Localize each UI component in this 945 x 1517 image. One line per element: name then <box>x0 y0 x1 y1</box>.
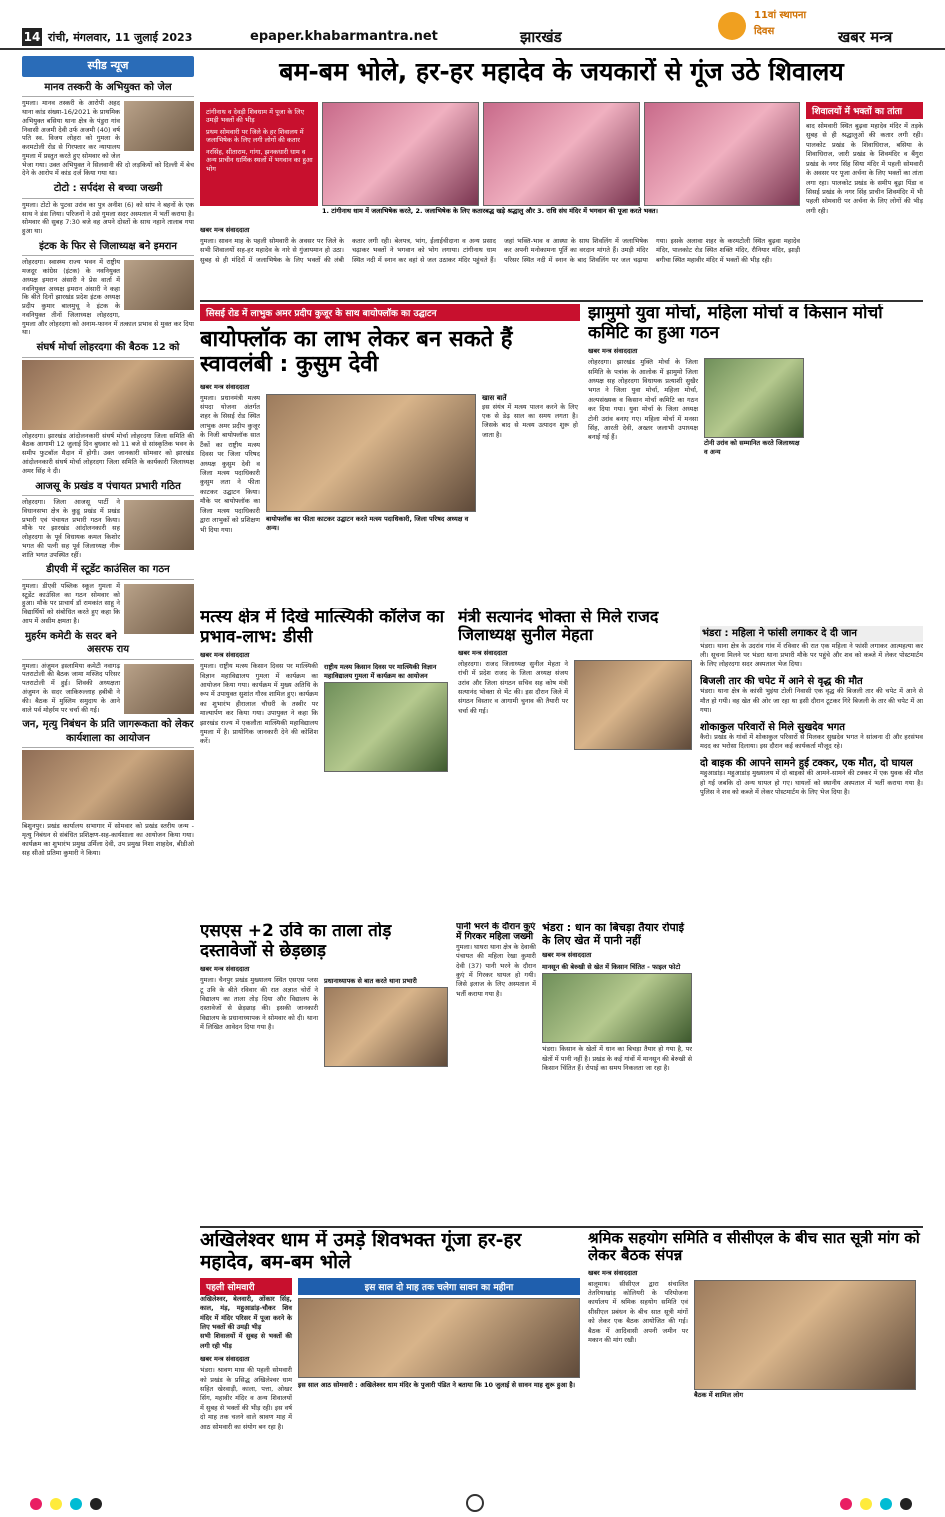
color-registration-dot <box>50 1498 62 1510</box>
lead-photo-caption: 1. टांगीनाथ धाम में जलाभिषेक करते, 2. जलाभिषेक के लिए कतारबद्ध खड़े श्रद्धालु और 3. राधि संघ मंदिर में भगवान की पूजा करते भक्त। <box>322 207 658 215</box>
shramik-photo <box>694 1280 916 1390</box>
akhileshwar-photo-caption: इस साल आठ सोमवारी : अखिलेश्वर धाम मंदिर के पुजारी पंडित ने बताया कि 10 जुलाई से सावन माह शुरू हुआ है। <box>298 1380 576 1389</box>
color-registration-dot <box>30 1498 42 1510</box>
story-photo <box>124 260 194 310</box>
shramik-headline: श्रमिक सहयोग समिति व सीसीएल के बीच सात सूत्री मांग को लेकर बैठक संपन्न <box>588 1230 920 1265</box>
bhandra-text: भंडरा। थाना क्षेत्र के उदरांव गांव में रविवार की रात एक महिला ने फांसी लगाकर आत्महत्या कर ली। सूचना मिलने पर भंडरा थाना प्रभारी मौके पर पहुंचे और शव को कब्जे में लेकर पोस्टमार्टम के लिए लोहरदगा सदर अस्पताल भेज दिया। <box>700 641 923 669</box>
akhileshwar-headline: अखिलेश्वर धाम में उमड़े शिवभक्त गूंजा हर-हर महादेव, बम-बम भोले <box>200 1230 522 1273</box>
story-photo <box>124 500 194 550</box>
dhan-headline: भंडरा : धान का बिचड़ा तैयार रोपाई के लिए खेत में पानी नहीं <box>542 922 685 947</box>
shramik-story <box>588 1230 923 1481</box>
lead-photo-3 <box>644 102 800 206</box>
ssplus-photo <box>324 987 448 1067</box>
bioflock-photo <box>266 394 476 512</box>
color-registration-dot <box>840 1498 852 1510</box>
left-headline-8: जन, मृत्यु निबंधन के प्रति जागरूकता को लेकर कार्यशाला का आयोजन <box>22 718 194 748</box>
ssplus-photo-caption: प्रधानाध्यापक से बात करते थाना प्रभारी <box>324 977 417 986</box>
left-story-4: लोहरदगा। झारखंड आंदोलनकारी संघर्ष मोर्चा लोहरदगा जिला समिति की बैठक आगामी 12 जुलाई दिन बुधवार को 11 बजे से सांस्कृतिक भवन के समीप फुटबॉल मैदान में होगी। उक्त जानकारी सोमवार को झारखंड आंदोलनकारी संघर्ष मोर्चा लोहरदगा जिला समिति के कार्यकारी जिलाध्यक्ष अमर सिंह ने दी। <box>22 431 194 475</box>
anniversary-logo <box>718 6 828 46</box>
bioflock-story <box>200 304 580 594</box>
kuan-story <box>456 922 536 1212</box>
mantri-headline: मंत्री सत्यानंद भोक्ता से मिले राजद जिलाध्यक्ष सुनील मेहता <box>458 608 659 645</box>
bijli-title: बिजली तार की चपेट में आने से वृद्ध की मौत <box>700 675 863 687</box>
color-registration-dot <box>70 1498 82 1510</box>
jmm-body: लोहरदगा। झारखंड मुक्ति मोर्चा के जिला समिति के पत्रांक के आलोक में झामुमो जिला अध्यक्ष सह लोहरदगा विधायक प्रत्याशी सुखैर भगत ने जिला युवा मोर्चा, महिला मोर्चा, अल्पसंख्यक व किसान मोर्चा कमिटि का गठन कर दिया गया। युवा मोर्चा के जिला अध्यक्ष टोनी उरांव बनाए गए। महिला मोर्चा में मनसा सिंह, आरती देवी, अख्तर जलाभी उपाध्यक्ष बनाई गई हैं। <box>588 358 698 442</box>
bioflock-headline: बायोफ्लॉक का लाभ लेकर बन सकते हैं स्वावलंबी : कुसुम देवी <box>200 327 513 378</box>
bike-text: महुआडांड़। महुआडांड़ मुख्यालय में दो बाइकों की आमने-सामने की टक्कर में एक युवक की मौत हो गई जबकि दो अन्य घायल हो गए। घायलों को स्थानीय अस्पताल में भर्ती कराया गया है। पुलिस ने शव को कब्जे में लेकर पोस्टमार्टम के लिए भेज दिया है। <box>700 769 923 797</box>
akhileshwar-photo <box>298 1298 580 1378</box>
main-content <box>200 56 923 1481</box>
left-story-6: गुमला। डीएवी पब्लिक स्कूल गुमला में स्टूडेंट काउंसिल का गठन सोमवार को हुआ। मौके पर प्राचार्य डॉ रामकांत साहू ने विद्यार्थियों को संबोधित करते हुए कहा कि आप में असीम क्षमता है। <box>22 581 120 625</box>
anniversary-badge-icon <box>718 12 746 40</box>
mantri-photo <box>574 660 692 750</box>
lead-story <box>200 222 800 298</box>
color-registration-dot <box>860 1498 872 1510</box>
dhan-photo-caption: मानसून की बेरुखी से खेत में किसान चिंतित - फाइल फोटो <box>542 963 681 972</box>
lead-bullet: नरसिंह, सीताराम, गांगा, झनकधारी धाम व अन्य प्राचीन धार्मिक स्थलों में भगवान का हुआ भोग <box>206 147 313 173</box>
bioflock-byline: खबर मन्त्र संवाददाता <box>200 382 250 391</box>
matsya-body: गुमला। राष्ट्रीय मत्स्य किसान दिवस पर मात्स्यिकी विज्ञान महाविद्यालय गुमला में कार्यक्रम का आयोजन किया गया। कार्यक्रम में मुख्य अतिथि के रूप में उपायुक्त सुशांत गौरव शामिल हुए। कार्यक्रम का शुभारंभ हीरालाल चौधरी के तस्वीर पर माल्यार्पण कर किया गया। उपायुक्त ने कहा कि झारखंड राज्य में एकलौता मात्स्यिकी महाविद्यालय गुमला में है। प्रायोगिक जानकारी देने की कोशिश करें। <box>200 662 318 746</box>
left-story-1: गुमला। मानव तस्करी के आरोपी अहद थाना कांड संख्या-16/2021 के प्राथमिक अभियुक्त बसिया थाना क्षेत्र के पंडुरा गांव निवासी अजमी देवी उर्फ अजमी (40) वर्ष पति स्व. विजय लोहरा को गुमला के करमटोली रोड से गिरफ्तार कर न्यायालय गुमला में प्रस्तुत करते हुए सोमवार को जेल भेजा गया। उक्त अभियुक्त ने सिलवानी की दो लड़कियों को दिल्ली में बेच देने के आरोप में कांड दर्ज किया गया था। <box>22 99 194 178</box>
brand-name: खबर मन्त्र <box>838 28 893 46</box>
akhileshwar-band: पहली सोमवारी <box>200 1278 292 1295</box>
mantri-byline: खबर मन्त्र संवाददाता <box>458 648 508 657</box>
jmm-photo <box>704 358 804 438</box>
story-photo <box>124 101 194 151</box>
lead-body: गुमला। सावन माह के पहली सोमवारी के अवसर पर जिले के सभी शिवालयों सह-हर महादेव के नारे से गुंजायमान हो उठा। सुबह से ही मंदिरों में जलाभिषेक के लिए भक्तों की लंबी कतार लगी रही। बेलपत्र, भांग, ईलाईचीदाना व अन्य प्रसाद चढ़ाकर भक्तों ने भगवान को भोग लगाया। टांगीनाथ धाम स्थित नदी में स्नान कर वहां से जल उठाकर मंदिर पहुंचते हैं। जहां भक्ति-भाव व आस्था के साथ शिवलिंग में जलाभिषेक कर अपनी मनोकामना पूर्ति का वरदान मांगते हैं। उमड़ी मंदिर परिसर स्थित नदी में स्नान के बाद शिवलिंग पर जल चढ़ाया गया। इसके अलावा शहर के करमटोली स्थित बुढ़वा महादेव मंदिर, पालकोट रोड स्थित शक्ति मंदिर, रौनियार मंदिर, झाड़ी बगीचा स्थित महावीर मंदिर में भक्तों की भीड़ रही। <box>200 237 800 264</box>
mantri-story <box>458 608 696 908</box>
left-headline-2: टोटो : सर्पदंश से बच्चा जख्मी <box>22 182 194 199</box>
left-headline-4: संघर्ष मोर्चा लोहरदगा की बैठक 12 को <box>22 341 194 358</box>
matsya-headline: मत्स्य क्षेत्र में दिखे मात्स्यिकी कॉलेज का प्रभाव-लाभ: डीसी <box>200 608 445 647</box>
site-url[interactable]: epaper.khabarmantra.net <box>250 29 438 44</box>
shok-text: कैरो। प्रखंड के गांवों में शोकाकुल परिवारों से मिलकर सुखदेव भगत ने सांत्वना दी और हरसंभव मदद का भरोसा दिलाया। इस दौरान कई कार्यकर्ता मौजूद रहे। <box>700 733 923 751</box>
story-photo <box>22 360 194 430</box>
divider <box>200 1226 923 1228</box>
akhileshwar-blue-band: इस साल दो माह तक चलेगा सावन का महीना <box>298 1278 580 1295</box>
color-registration-dot <box>90 1498 102 1510</box>
akhileshwar-body: भंडरा। श्रावण मास की पहली सोमवारी को प्रखंड के प्रसिद्ध अखिलेश्वर धाम सहित खेरवाड़ी, काला, पत्ता, ओखर सिंग, महावीर मंदिर व अन्य शिवालयों में सुबह से भक्तों की भीड़ रही। इस वर्ष दो माह तक चलने वाले श्रावण माह में आठ सोमवारी का संयोग बन रहा है। <box>200 1366 292 1431</box>
bhandra-title: भंडरा : महिला ने फांसी लगाकर दे दी जान <box>700 626 923 642</box>
ssplus-byline: खबर मन्त्र संवाददाता <box>200 965 250 974</box>
speed-news-header: स्पीड न्यूज <box>22 56 194 77</box>
jmm-photo-caption: टोनी उरांव को सम्मानित करते जिलाध्यक्ष व अन्य <box>704 439 800 457</box>
bijli-text: भंडरा। थाना क्षेत्र के कांसी भुइंया टोली निवासी एक वृद्ध की बिजली तार की चपेट में आने से मौत हो गयी। वह खेत की ओर जा रहा था इसी दौरान टूटकर गिरे बिजली के तार की चपेट में आ गया। <box>700 687 923 715</box>
section-title: झारखंड <box>520 28 562 46</box>
lead-photo-2 <box>483 102 640 206</box>
matsya-photo <box>324 682 448 772</box>
lead-bullet: प्रथम सोमवारी पर जिले के हर शिवालय में जलाभिषेक के लिए लगी लोगों की कतार <box>206 127 304 145</box>
akhileshwar-bullet: अखिलेश्वर, बेलवारी, ओंकार सिंह, काल, मंड़, महुआडांड़-चौकर शिव मंदिर में मंदिर परिसर में पूजा करने के लिए भक्तों की उमड़ी भीड़ <box>200 1294 292 1331</box>
ssplus-headline: एसएस +2 उवि का ताला तोड़ दस्तावेजों से छेड़छाड़ <box>200 922 392 961</box>
bioflock-body: गुमला। प्रधानमंत्री मत्स्य संपदा योजना अंतर्गत शहर के सिसई रोड स्थित लाभुक अमर प्रदीप कुजूर के निजी बायोफ्लॉक सात टैंकों का राष्ट्रीय मत्स्य दिवस पर जिला परिषद अध्यक्ष कुसुम देवी व जिला मत्स्य पदाधिकारी कुसुम लता ने फीता काटकर उद्घाटन किया। मौके पर बायोफ्लॉक का जिला मत्स्य पदाधिकारी द्वारा लाभुकों को प्रशिक्षण भी दिया गया। <box>200 393 260 534</box>
left-headline-5: आजसू के प्रखंड व पंचायत प्रभारी गठित <box>22 480 194 497</box>
shramik-photo-caption: बैठक में शामिल लोग <box>694 1390 743 1399</box>
color-registration-dot <box>880 1498 892 1510</box>
matsya-byline: खबर मन्त्र संवाददाता <box>200 651 250 660</box>
bike-title: दो बाइक की आपने सामने हुई टक्कर, एक मौत, दो घायल <box>700 757 913 769</box>
left-headline-7: मुहर्रम कमेटी के सदर बने असरफ राय <box>22 630 194 660</box>
bioflock-sidebar-title: खास बातें <box>482 393 507 402</box>
left-headline-3: इंटक के फिर से जिलाध्यक्ष बने इमरान <box>22 240 194 257</box>
left-headline-6: डीएवी में स्टूडेंट काउंसिल का गठन <box>22 563 194 580</box>
anniversary-text: 11वां स्थापना दिवस <box>754 10 807 37</box>
left-story-7: गुमला। अंजुमन इस्लामिया कमेटी नवागढ़ पतराटोली की बैठक जामा मस्जिद परिसर पतराटोली में हुई। शिवकी अध्यक्षता अंजुमन के सदर जाकिरुल्लाह हबीबी ने की। बैठक में मुस्लिम समुदाय के आने वाले पर्व मोहर्रम पर चर्चा की गई। <box>22 661 120 714</box>
ssplus-story <box>200 922 450 1212</box>
bioflock-band: सिसई रोड में लाभुक अमर प्रदीप कुजूर के साथ बायोफ्लॉक का उद्घाटन <box>200 304 580 321</box>
bioflock-photo-caption: बायोफ्लॉक का फीता काटकर उद्घाटन करते मत्स्य पदाधिकारी, जिला परिषद अध्यक्ष व अन्य। <box>266 514 469 532</box>
left-headline-1: मानव तस्करी के अभियुक्त को जेल <box>22 81 194 98</box>
shivalay-sidebar <box>806 102 923 296</box>
dateline: रांची, मंगलवार, 11 जुलाई 2023 <box>48 31 193 44</box>
ssplus-body: गुमला। चैनपुर प्रखंड मुख्यालय स्थित एसएस प्लस टू उवि के बीते रविवार की रात अज्ञात चोरों ने विद्यालय का ताला तोड़ दिया और विद्यालय के दस्तावेजों से छेड़छाड़ की। इसकी जानकारी विद्यालय के प्रधानाध्यापक ने सोमवार को दी। थाना में लिखित आवेदन दिया गया है। <box>200 976 318 1032</box>
jmm-headline: झामुमो युवा मोर्चा, महिला मोर्चा व किसान मोर्चा कमिटि का हुआ गठन <box>588 304 883 343</box>
jmm-byline: खबर मन्त्र संवाददाता <box>588 347 638 356</box>
dhan-story <box>542 922 692 1212</box>
akhileshwar-bullet: सभी शिवालयों में सुबह से भक्तों की लगी रही भीड़ <box>200 1332 292 1350</box>
left-story-2: गुमला। टोटो के पुटवा उरांव का पुत्र अनीश (6) को सांप ने बहनों के एक साथ ने डंस लिया। परिजनों ने उसे गुमला सदर अस्पताल में भर्ती कराया है। सोमवार की सुबह 7:30 बजे वह अपने दोस्तों के साथ नहाने तालाब गया हुआ था। <box>22 200 194 236</box>
kuan-text: गुमला। घाघरा थाना क्षेत्र के देवाकी पंचायत की महिला रेखा कुमारी देवी (37) पानी भरने के दौरान कुएं में गिरकर घायल हो गयी। जिसे इलाज के लिए अस्पताल में भर्ती कराया गया है। <box>456 942 536 998</box>
registration-target-icon <box>466 1494 484 1512</box>
lead-highlights-box <box>200 102 318 206</box>
matsya-photo-caption: राष्ट्रीय मत्स्य किसान दिवस पर मात्स्यिकी विज्ञान महाविद्यालय गुमला में कार्यक्रम का आयोजन <box>324 663 437 681</box>
bioflock-sidebar-text: इस संयंत्र में मत्स्य पालन करने के लिए एक से डेढ़ साल का समय लगता है। जिसके बाद से मत्स्य उत्पादन शुरू हो जाता है। <box>482 402 578 439</box>
left-story-3: लोहरदगा। स्वास्थ्य राज्य भवन में राष्ट्रीय मजदूर कांग्रेस (इंटक) के नवनियुक्त अध्यक्ष इमरान अंसारी ने प्रेस वार्ता में नवनियुक्त अध्यक्ष इमरान अंसारी ने कहा कि बीते दिनों झारखंड प्रदेश इंटक अध्यक्ष प्रदीप कुमार बालमुचू ने इंटक के नवनियुक्त तीनों जिलाध्यक्ष लोहरदगा, गुमला और लोहरदगा को अनाम-फानन में तत्काल प्रभाव से मुक्त कर दिया था। <box>22 258 194 337</box>
color-registration-dot <box>900 1498 912 1510</box>
shok-title: शोकाकुल परिवारों से मिले सुखदेव भगत <box>700 721 845 733</box>
story-photo <box>124 664 194 714</box>
dhan-text: भंडरा। किसान के खेतों में धान का बिचड़ा तैयार हो गया है, पर खेतों में पानी नहीं है। प्रखंड के कई गांवों में मानसून की बेरुखी से किसान चिंतित हैं। रोपाई का समय निकलता जा रहा है। <box>542 1045 692 1073</box>
shivalay-text: बाद सोमवारी स्थित बुढ़वा महादेव मंदिर में तड़के सुबह से ही श्रद्धालुओं की कतार लगी रही। पालकोट प्रखंड के शिवाधिराज, बसिया के शिवाधिराज, जारी प्रखंड के शिवमंदिर व बैंगुरा प्रखंड के नगर सिंह सिया मंदिर में पहली सोमवारी के अवसर पर पूजा अर्चना के लिए भक्तों का तांता लगा रहा। पालकोट प्रखंड के समीप बूढ़ा पिंडा व सिसई प्रखंड के नगर सिंह प्राचीन शिवमंदिर में भी पहली सोमवारी पर अर्चना के लिए लोगों की भीड़ लगी रही। <box>806 122 923 215</box>
story-photo <box>124 584 194 634</box>
matsya-story <box>200 608 450 908</box>
page-footer <box>0 1490 945 1517</box>
lead-bullet: टांगीनाथ व देवड़ी शिवधाम में पूजा के लिए उमड़ी भक्तों की भीड़ <box>206 108 305 125</box>
page-header <box>0 0 945 50</box>
shramik-body: बालूमाथ। सीसीएल द्वारा संचालित तेतरियाखांड़ कोलियरी के परियोजना कार्यालय में श्रमिक सहयोग समिति एवं सीसीएल प्रबंधन के बीच सात सूत्री मांगों को लेकर एक बैठक आयोजित की गई। बैठक में आदिवासी अपनी जमीन पर मकान की मांग रखी। <box>588 1279 688 1345</box>
lead-headline: बम-बम भोले, हर-हर महादेव के जयकारों से गूंज उठे शिवालय <box>279 58 844 86</box>
akhileshwar-story <box>200 1230 580 1481</box>
kuan-title: पानी भरने के दौरान कुएं में गिरकर महिला जख्मी <box>456 922 536 943</box>
left-story-5: लोहरदगा। जिला आजसू पार्टी ने विधानसभा क्षेत्र के कुडू प्रखंड में प्रखंड प्रभारी एवं पंचायत प्रभारी गठन किया। मौके पर झारखंड आंदोलनकारी सह लोहरदगा के पूर्व विधायक कमल किशोर भगत की पत्नी सह पूर्व जिलाध्यक्ष नीरू शांति भगत उपस्थित रहीं। <box>22 498 120 559</box>
left-story-8: बिशुनपुर। प्रखंड कार्यालय सभागार में सोमवार को प्रखंड स्तरीय जन्म - मृत्यु निबंधन से संबंधित प्रशिक्षण-सह-कार्यशाला का आयोजन किया गया। कार्यक्रम का शुभारंभ प्रमुख उर्मिला देवी, उप प्रमुख निशा शाहदेव, बीडीओ सह सीओ प्रतिमा कुमारी ने किया। <box>22 822 194 857</box>
lead-photo-1 <box>322 102 479 206</box>
page-number: 14 <box>23 30 41 44</box>
shramik-byline: खबर मन्त्र संवाददाता <box>588 1268 638 1277</box>
right-briefs <box>700 626 923 976</box>
akhileshwar-byline: खबर मन्त्र संवाददाता <box>200 1355 250 1364</box>
divider <box>200 300 923 302</box>
lead-byline: खबर मन्त्र संवाददाता <box>200 226 250 234</box>
left-news-column <box>22 56 194 1481</box>
jmm-story <box>588 304 923 604</box>
lead-bullets <box>206 108 314 176</box>
shivalay-title: शिवालयों में भक्तों का तांता <box>806 102 923 119</box>
story-photo <box>22 750 194 820</box>
mantri-body: लोहरदगा। राजद जिलाध्यक्ष सुनील मेहता ने रांची में प्रदेश राजद के जिला अध्यक्ष संजय उरांव और जिला संगठन सचिव सह कोष मंत्री सत्यानंद भोक्ता से भेंट की। इस दौरान जिले में संगठन विस्तार व आगामी चुनाव की तैयारी पर चर्चा की गई। <box>458 659 568 715</box>
dhan-byline: खबर मन्त्र संवाददाता <box>542 951 592 960</box>
dhan-photo <box>542 973 692 1043</box>
